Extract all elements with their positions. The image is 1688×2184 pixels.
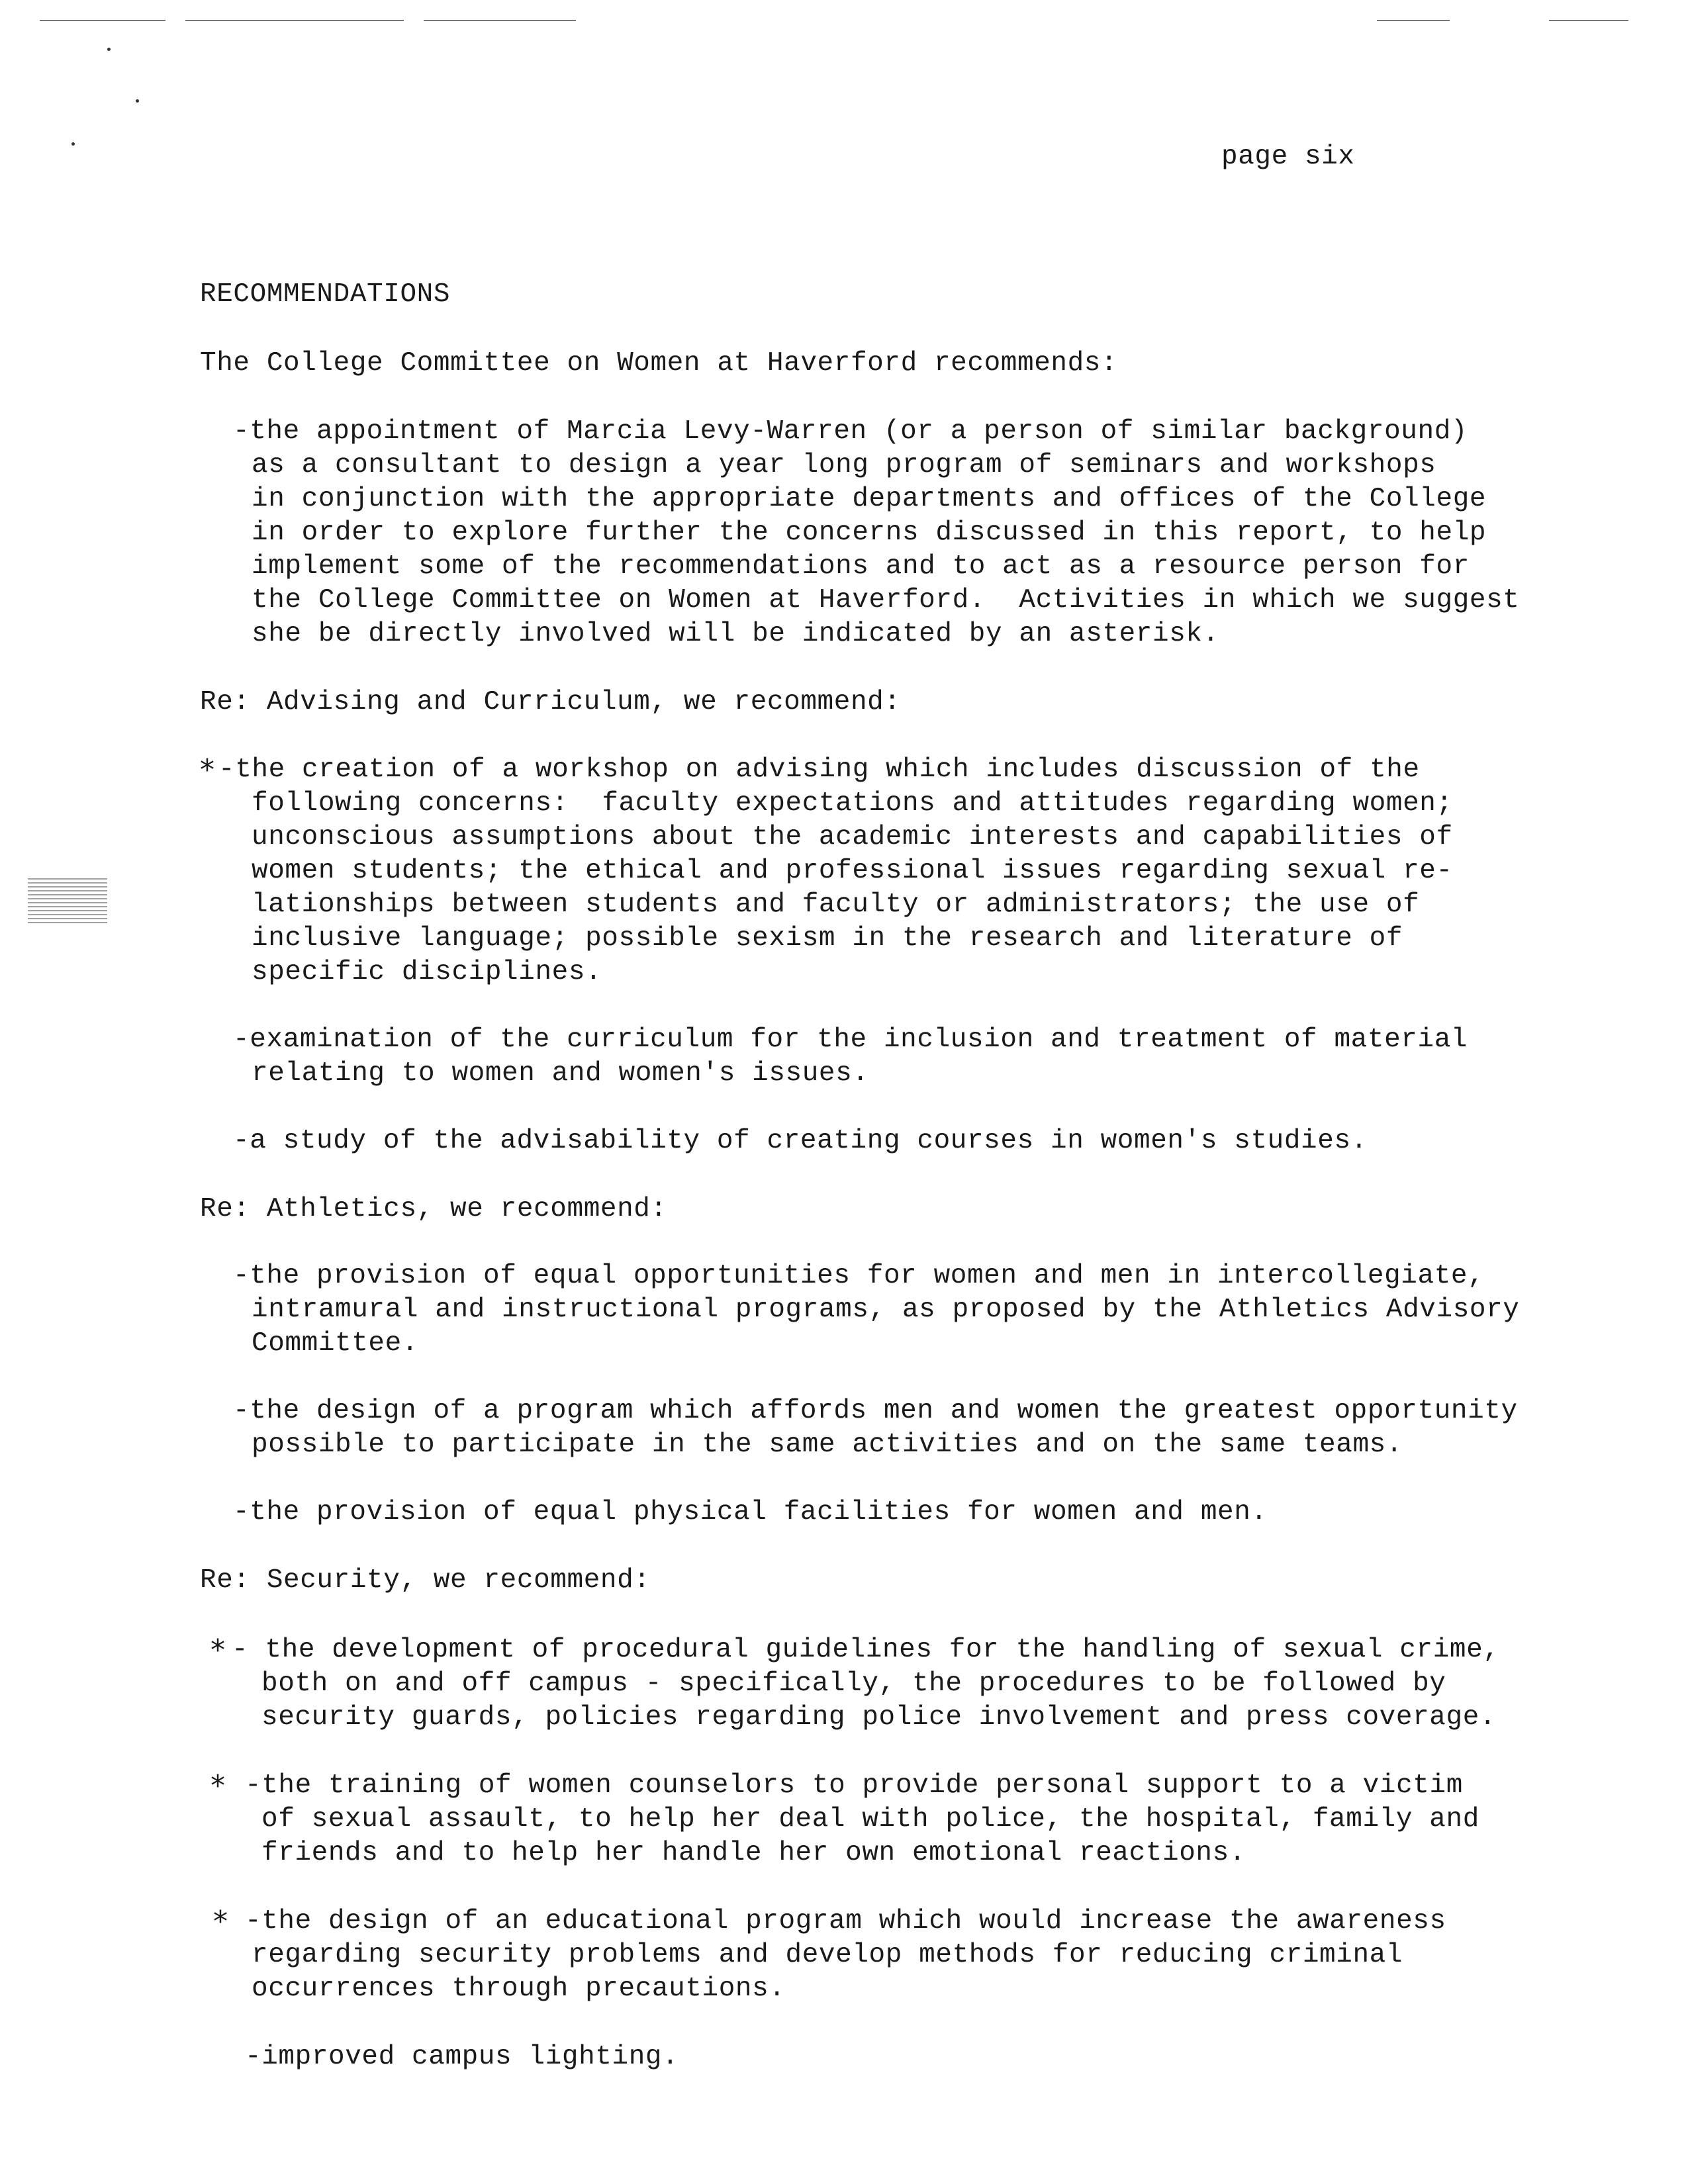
intro-sentence: The College Committee on Women at Haverford recommends:	[200, 348, 1118, 379]
paragraph-line: following concerns: faculty expectations and attitudes regarding women;	[252, 788, 1453, 819]
paragraph-line: implement some of the recommendations and to act as a resource person for	[252, 551, 1470, 582]
paragraph-line: -improved campus lighting.	[245, 2042, 679, 2072]
paragraph-line: -the provision of equal physical facilities for women and men.	[233, 1497, 1268, 1527]
athletics-section-title: Re: Athletics, we recommend:	[200, 1194, 667, 1224]
paragraph-line: in conjunction with the appropriate departments and offices of the College	[252, 484, 1487, 514]
scan-smudge	[28, 877, 107, 923]
scan-speck	[136, 99, 139, 103]
scan-speck	[107, 48, 111, 51]
paragraph-line: -the design of a program which affords men and women the greatest opportunity	[233, 1396, 1518, 1426]
paragraph-line: unconscious assumptions about the academic interests and capabilities of	[252, 822, 1453, 852]
paragraph-line: women students; the ethical and professional issues regarding sexual re-	[252, 856, 1453, 886]
asterisk-marker: *	[211, 1633, 225, 1667]
paragraph-line: -the design of an educational program which would increase the awareness	[245, 1906, 1446, 1936]
scan-artifact-line	[40, 20, 165, 21]
paragraph-line: - the development of procedural guidelines for the handling of sexual crime,	[232, 1635, 1500, 1665]
paragraph-line: inclusive language; possible sexism in the research and literature of	[252, 923, 1403, 954]
paragraph-line: both on and off campus - specifically, the procedures to be followed by	[261, 1668, 1446, 1699]
paragraph-line: as a consultant to design a year long program of seminars and workshops	[252, 450, 1436, 480]
paragraph-line: -the appointment of Marcia Levy-Warren (or a person of similar background)	[233, 416, 1468, 447]
paragraph-line: -a study of the advisability of creating courses in women's studies.	[233, 1126, 1368, 1156]
security-section-title: Re: Security, we recommend:	[200, 1565, 651, 1596]
scan-artifact-line	[424, 20, 576, 21]
paragraph-line: -the creation of a workshop on advising which includes discussion of the	[218, 754, 1420, 785]
paragraph-line: security guards, policies regarding police involvement and press coverage.	[261, 1702, 1497, 1733]
paragraph-line: relating to women and women's issues.	[252, 1058, 869, 1089]
advising-section-title: Re: Advising and Curriculum, we recommend:	[200, 687, 901, 717]
paragraph-line: regarding security problems and develop methods for reducing criminal	[252, 1940, 1403, 1970]
page-number: page six	[1221, 142, 1355, 172]
paragraph-line: lationships between students and faculty or administrators; the use of	[252, 889, 1420, 920]
paragraph-line: -the provision of equal opportunities for women and men in intercollegiate,	[233, 1261, 1485, 1291]
asterisk-marker: *	[211, 1769, 225, 1803]
paragraph-line: friends and to help her handle her own emotional reactions.	[261, 1838, 1246, 1868]
paragraph-line: the College Committee on Women at Haverford. Activities in which we suggest	[252, 585, 1520, 615]
scan-artifact-line	[1549, 20, 1628, 21]
paragraph-line: specific disciplines.	[252, 957, 602, 987]
paragraph-line: she be directly involved will be indicated by an asterisk.	[252, 619, 1219, 649]
paragraph-line: -the training of women counselors to provide personal support to a victim	[245, 1770, 1463, 1801]
paragraph-line: of sexual assault, to help her deal with police, the hospital, family and	[261, 1804, 1479, 1835]
paragraph-line: intramural and instructional programs, as proposed by the Athletics Advisory	[252, 1295, 1520, 1325]
paragraph-line: -examination of the curriculum for the inclusion and treatment of material	[233, 1024, 1468, 1055]
asterisk-marker: *	[200, 753, 214, 787]
section-heading: RECOMMENDATIONS	[200, 279, 451, 310]
paragraph-line: Committee.	[252, 1328, 419, 1359]
asterisk-marker: *	[213, 1905, 228, 1938]
paragraph-line: possible to participate in the same activities and on the same teams.	[252, 1430, 1403, 1460]
paragraph-line: in order to explore further the concerns discussed in this report, to help	[252, 518, 1487, 548]
scan-speck	[71, 142, 75, 146]
paragraph-line: occurrences through precautions.	[252, 1974, 786, 2004]
scan-artifact-line	[185, 20, 404, 21]
scan-artifact-line	[1377, 20, 1450, 21]
